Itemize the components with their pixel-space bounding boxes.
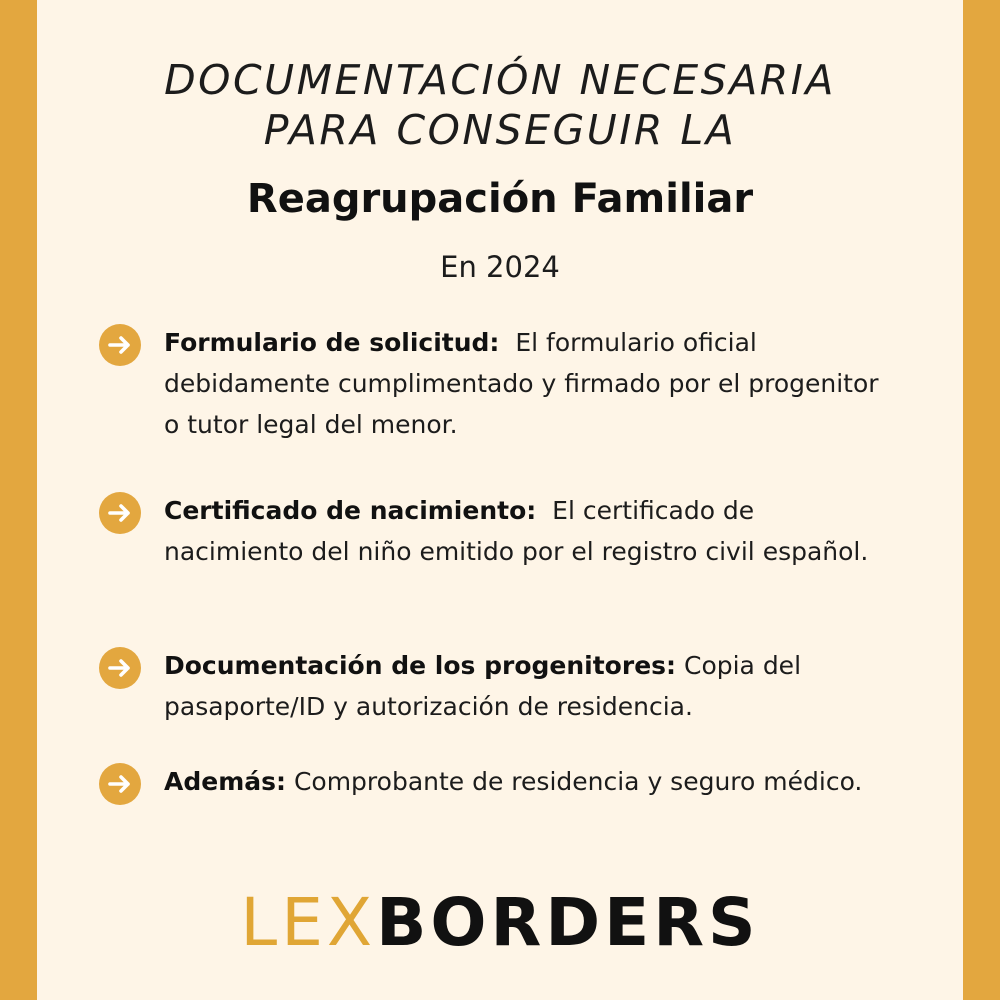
title-line-2: PARA CONSEGUIR LA <box>263 106 737 154</box>
arrow-right-icon <box>99 763 141 805</box>
list-item-description: El certificado de nacimiento del niño emitido por el registro civil español. <box>164 496 869 566</box>
list-item-text <box>164 761 884 802</box>
list-item-label: Certificado de nacimiento: <box>164 496 537 525</box>
arrow-right-icon <box>99 647 141 689</box>
list-item-text <box>164 645 884 727</box>
list-item-text <box>164 322 884 445</box>
list-item-description: Comprobante de residencia y seguro médico. <box>293 767 863 796</box>
year-label: En 2024 <box>440 250 560 284</box>
headline: Reagrupación Familiar <box>246 176 754 222</box>
logo-part-lex: LEX <box>240 884 377 961</box>
arrow-right-icon <box>99 492 141 534</box>
list-item-description: El formulario oficial debidamente cumplimentado y firmado por el progenitor o tutor legal del menor. <box>164 328 879 439</box>
list-item-description: Copia del pasaporte/ID y autorización de residencia. <box>164 651 802 721</box>
logo-part-borders: BORDERS <box>376 884 760 961</box>
list-item-label: Formulario de solicitud: <box>164 328 500 357</box>
arrow-right-icon <box>99 324 141 366</box>
info-card <box>37 0 963 1000</box>
title-line-1: DOCUMENTACIÓN NECESARIA <box>164 56 836 104</box>
list-item-label: Además: <box>164 767 286 796</box>
lexborders-logo <box>37 883 963 963</box>
list-item-label: Documentación de los progenitores: <box>164 651 677 680</box>
list-item-text <box>164 490 884 572</box>
